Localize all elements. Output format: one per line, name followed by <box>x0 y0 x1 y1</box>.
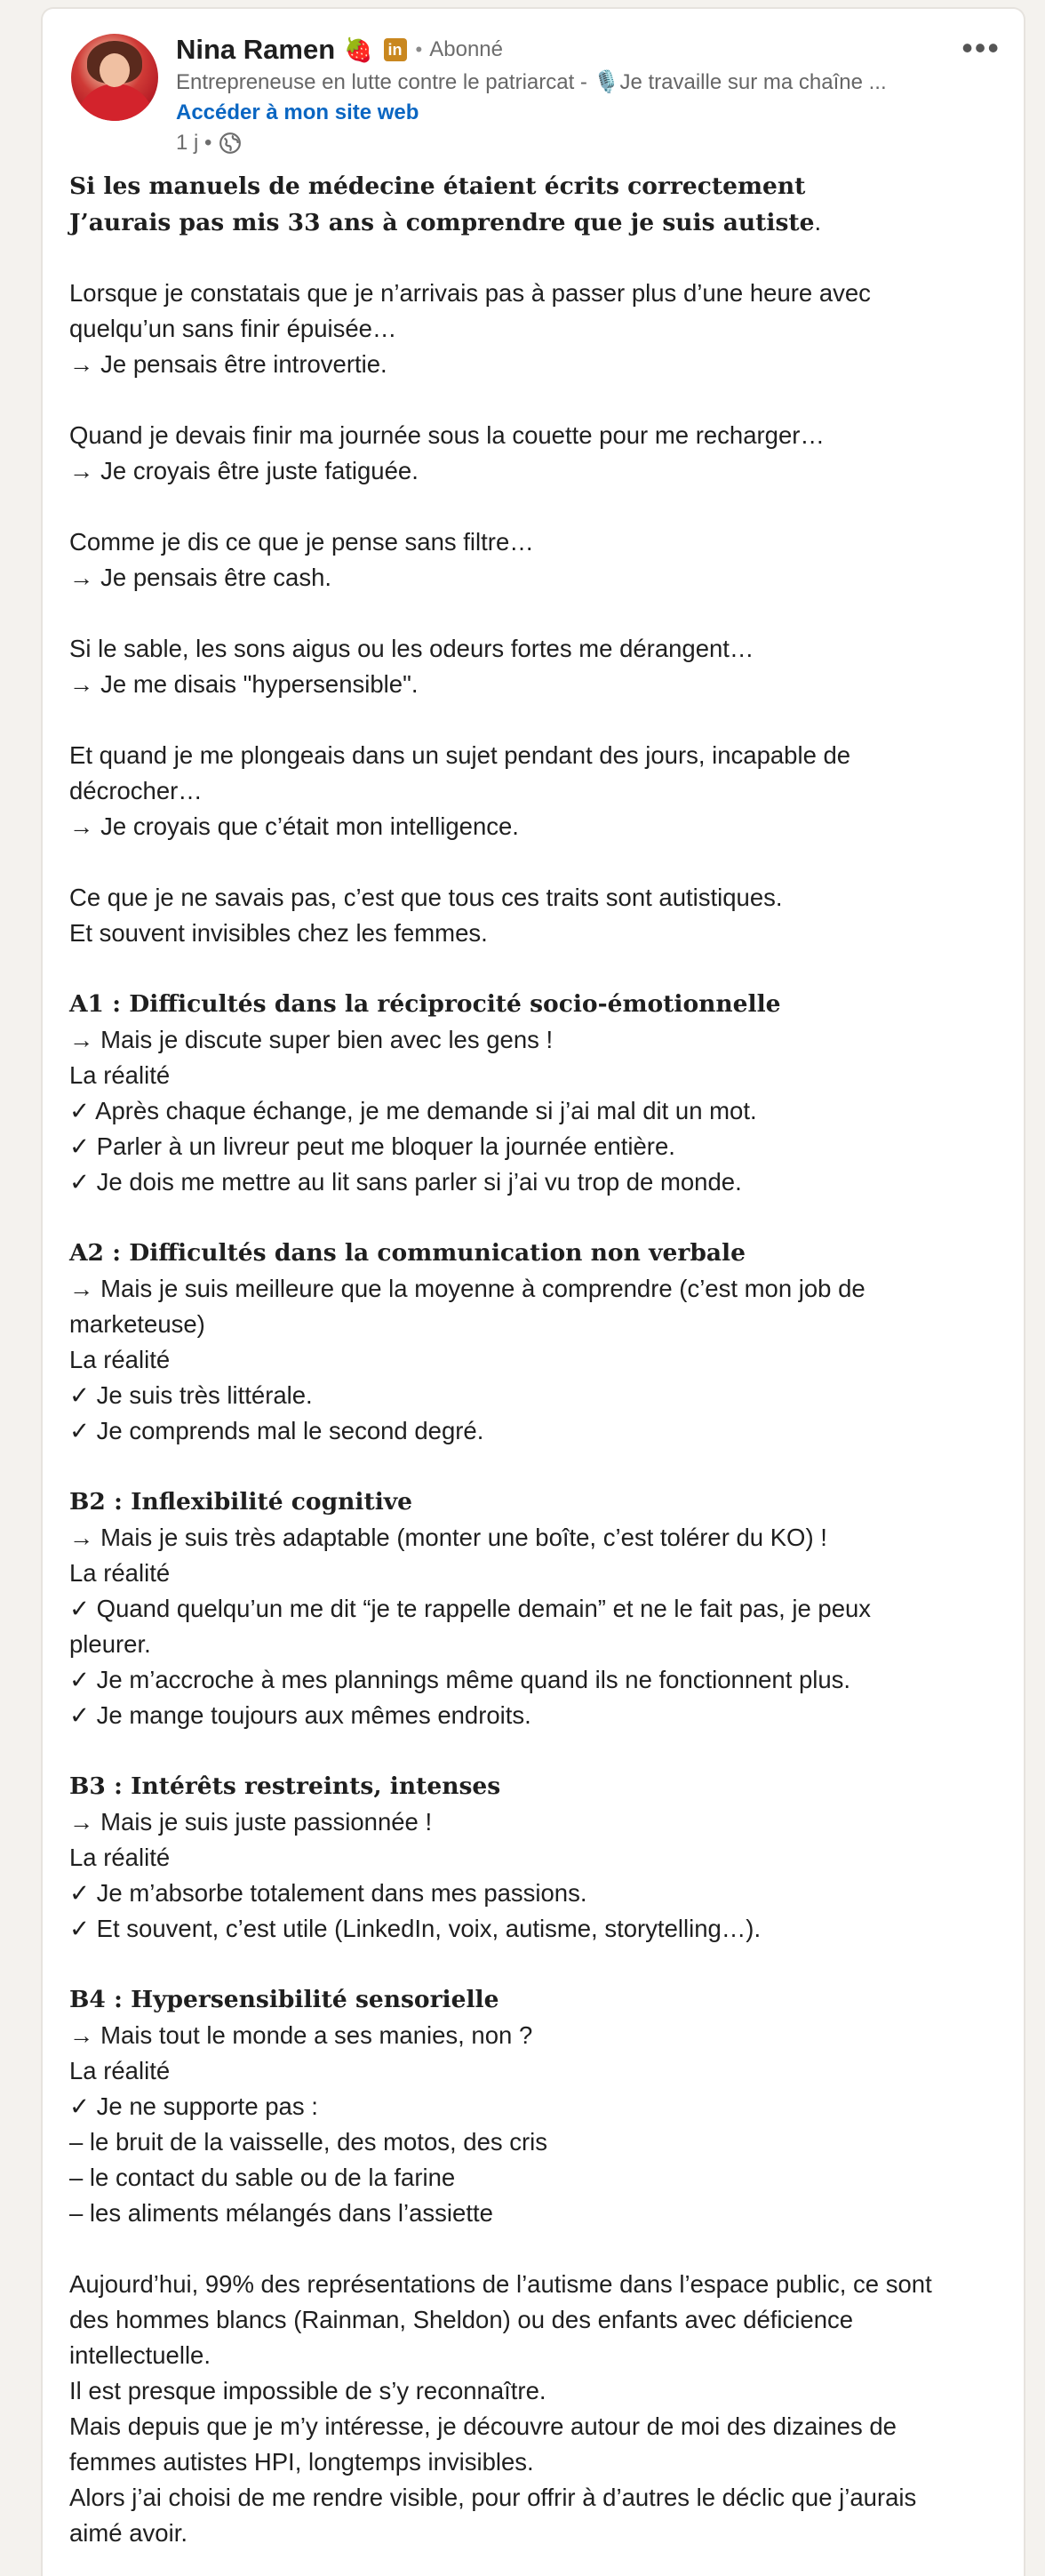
post-line: → Mais tout le monde a ses manies, non ? <box>69 2021 533 2049</box>
section-heading: B4 : Hypersensibilité sensorielle <box>69 1986 499 2013</box>
post-line: aimé avoir. <box>69 2519 187 2547</box>
post-title-line <box>69 204 1002 240</box>
author-headline: Entrepreneuse en lutte contre le patriarcat - 🎙️Je travaille sur ma chaîne ... <box>176 70 887 94</box>
post-line: ✓ Je ne supporte pas : <box>69 2092 318 2120</box>
author-avatar[interactable] <box>71 34 158 121</box>
post-line: Aujourd’hui, 99% des représentations de l’autisme dans l’espace public, ce sont <box>69 2270 932 2298</box>
post-line: → Je croyais être juste fatiguée. <box>69 457 419 484</box>
post-line: La réalité <box>69 2057 171 2084</box>
post-line: Quand je devais finir ma journée sous la couette pour me recharger… <box>69 421 825 449</box>
post-line: La réalité <box>69 1559 171 1587</box>
post-line: Et souvent invisibles chez les femmes. <box>69 919 488 947</box>
post-line: → Mais je suis meilleure que la moyenne à comprendre (c’est mon job de <box>69 1275 866 1302</box>
post-line: ✓ Quand quelqu’un me dit “je te rappelle demain” et ne le fait pas, je peux <box>69 1595 872 1622</box>
post-line: pleurer. <box>69 1630 151 1658</box>
section-heading: A2 : Difficultés dans la communication non verbale <box>69 1239 746 1267</box>
post-line: – les aliments mélangés dans l’assiette <box>69 2199 493 2227</box>
website-link[interactable]: Accéder à mon site web <box>176 100 419 124</box>
post-line: Comme je dis ce que je pense sans filtre… <box>69 528 534 556</box>
post-line: La réalité <box>69 1844 171 1871</box>
follow-status: Abonné <box>429 37 503 61</box>
section-heading: A1 : Difficultés dans la réciprocité socio-émotionnelle <box>69 990 781 1018</box>
author-name[interactable]: Nina Ramen <box>176 34 336 65</box>
post-card <box>41 7 1025 2576</box>
post-line: intellectuelle. <box>69 2341 211 2369</box>
section-heading: B3 : Intérêts restreints, intenses <box>69 1772 501 1800</box>
post-line: ✓ Je m’absorbe totalement dans mes passions. <box>69 1879 587 1907</box>
post-title-period: . <box>814 208 822 236</box>
post-line: La réalité <box>69 1346 171 1373</box>
post-line: ✓ Parler à un livreur peut me bloquer la journée entière. <box>69 1132 675 1160</box>
post-line: Alors j’ai choisi de me rendre visible, pour offrir à d’autres le déclic que j’aurais <box>69 2484 917 2511</box>
post-line: ✓ Je comprends mal le second degré. <box>69 1417 484 1444</box>
post-line: ✓ Je m’accroche à mes plannings même quand ils ne fonctionnent plus. <box>69 1666 851 1693</box>
post-line: → Mais je discute super bien avec les gens ! <box>69 1026 554 1053</box>
post-line: La réalité <box>69 1061 171 1089</box>
post-line: décrocher… <box>69 777 203 804</box>
post-line: → Mais je suis très adaptable (monter une boîte, c’est tolérer du KO) ! <box>69 1524 827 1551</box>
post-line: → Mais je suis juste passionnée ! <box>69 1808 433 1836</box>
author-name-row <box>176 32 993 68</box>
post-line: Si le sable, les sons aigus ou les odeurs fortes me dérangent… <box>69 635 754 662</box>
post-line: → Je croyais que c’était mon intelligence. <box>69 812 519 840</box>
separator-dot: • <box>415 38 423 60</box>
post-time-row <box>176 128 993 158</box>
author-info <box>176 32 993 158</box>
post-title-line: Si les manuels de médecine étaient écrits correctement <box>69 172 806 200</box>
post-line: Et quand je me plongeais dans un sujet pendant des jours, incapable de <box>69 741 851 769</box>
strawberry-icon: 🍓 <box>344 36 373 63</box>
post-line: Mais depuis que je m’y intéresse, je découvre autour de moi des dizaines de <box>69 2412 897 2440</box>
post-body <box>69 169 1002 2551</box>
post-line: marketeuse) <box>69 1310 205 1338</box>
post-line: → Je pensais être cash. <box>69 564 332 591</box>
post-line: – le bruit de la vaisselle, des motos, des cris <box>69 2128 548 2156</box>
post-line: → Je pensais être introvertie. <box>69 350 387 378</box>
post-line: ✓ Je dois me mettre au lit sans parler si j’ai vu trop de monde. <box>69 1168 742 1196</box>
post-title-text: J’aurais pas mis 33 ans à comprendre que je suis autiste <box>69 209 815 236</box>
section-heading: B2 : Inflexibilité cognitive <box>69 1488 413 1516</box>
post-line: – le contact du sable ou de la farine <box>69 2164 456 2191</box>
linkedin-premium-icon: in <box>384 38 407 61</box>
avatar-face <box>100 53 130 87</box>
avatar-dress <box>76 84 155 121</box>
post-time: 1 j • <box>176 131 212 155</box>
post-line: ✓ Après chaque échange, je me demande si j’ai mal dit un mot. <box>69 1097 757 1124</box>
post-line: Lorsque je constatais que je n’arrivais pas à passer plus d’une heure avec <box>69 279 871 307</box>
post-line: Il est presque impossible de s’y reconnaître. <box>69 2377 546 2404</box>
more-options-icon[interactable]: ••• <box>961 29 1001 66</box>
globe-icon <box>219 132 242 155</box>
post-line: → Je me disais "hypersensible". <box>69 670 419 698</box>
post-line: ✓ Je mange toujours aux mêmes endroits. <box>69 1701 531 1729</box>
post-line: des hommes blancs (Rainman, Sheldon) ou des enfants avec déficience <box>69 2306 854 2333</box>
post-line: ✓ Je suis très littérale. <box>69 1381 313 1409</box>
post-line: Ce que je ne savais pas, c’est que tous ces traits sont autistiques. <box>69 884 783 911</box>
post-line: ✓ Et souvent, c’est utile (LinkedIn, voix, autisme, storytelling…). <box>69 1915 762 1942</box>
post-line: femmes autistes HPI, longtemps invisibles. <box>69 2448 534 2476</box>
post-line: quelqu’un sans finir épuisée… <box>69 315 397 342</box>
